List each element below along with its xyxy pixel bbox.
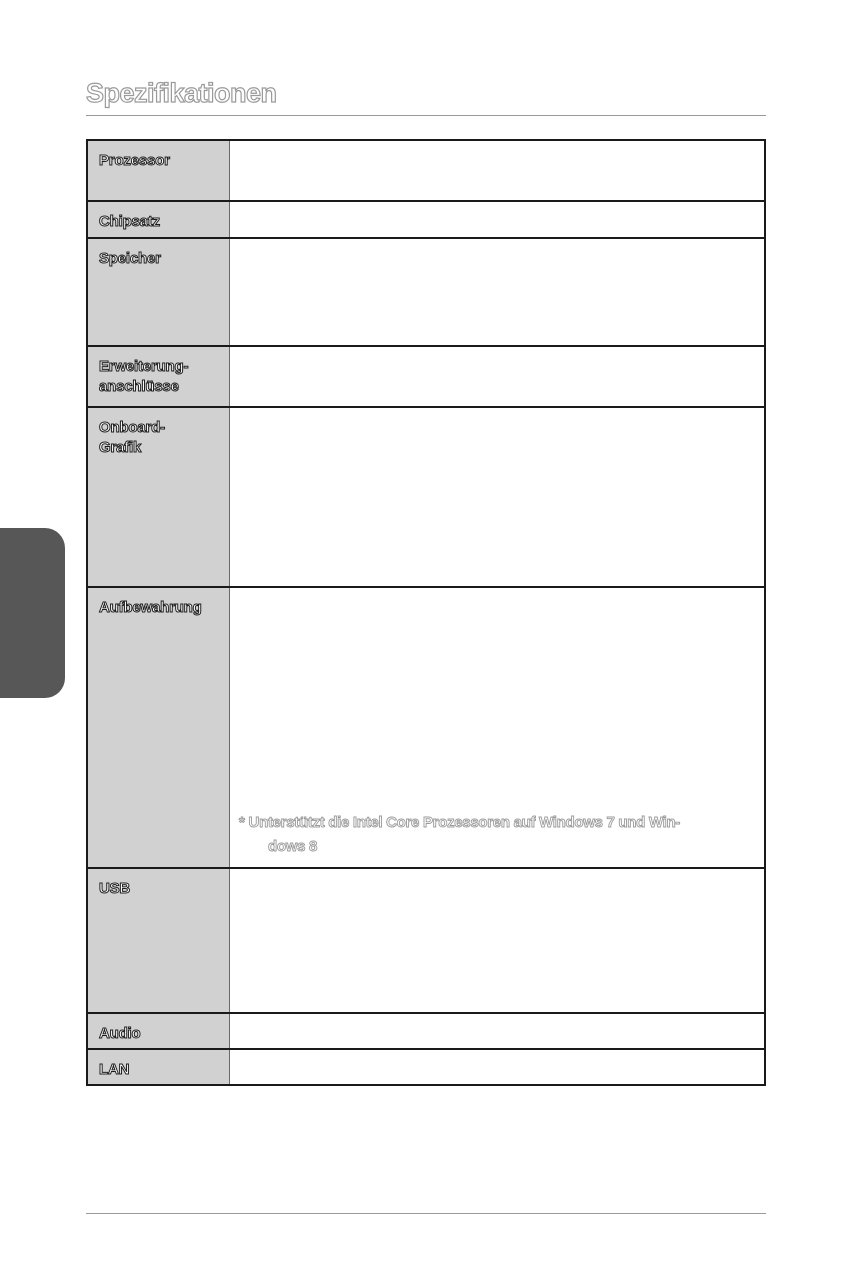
row-label-graphics: Onboard- Grafik: [99, 419, 165, 456]
table-row: [87, 407, 765, 587]
row-label-audio: Audio: [99, 1025, 141, 1042]
chapter-side-tab: [0, 528, 65, 698]
table-row: [87, 1049, 765, 1085]
row-value-cell: [230, 346, 766, 407]
page-title: Spezifikationen: [86, 78, 277, 108]
footnote-marker: *: [239, 814, 245, 831]
table-row: [87, 1013, 765, 1049]
row-value-cell: [230, 407, 766, 587]
row-value-cell: [230, 201, 766, 238]
row-label-cell: [87, 1049, 230, 1085]
row-label-cell: [87, 587, 230, 868]
row-label-cell: [87, 346, 230, 407]
row-value-cell: [230, 140, 766, 201]
row-label-chipset: Chipsatz: [99, 213, 160, 230]
table-row: [87, 140, 765, 201]
table-row: [87, 346, 765, 407]
row-label-processor: Prozessor: [99, 152, 170, 169]
row-label-storage: Aufbewahrung: [99, 599, 202, 616]
footer-divider: [86, 1213, 766, 1214]
row-label-cell: [87, 1013, 230, 1049]
row-label-cell: [87, 238, 230, 346]
spec-table: [86, 139, 766, 1086]
row-value-cell: [230, 1013, 766, 1049]
row-label-memory: Speicher: [99, 250, 161, 267]
row-label-cell: [87, 201, 230, 238]
storage-footnote: [239, 811, 756, 859]
row-label-cell: [87, 868, 230, 1013]
row-value-cell: [230, 238, 766, 346]
table-row: [87, 868, 765, 1013]
table-row: [87, 238, 765, 346]
row-value-cell: [230, 868, 766, 1013]
row-label-cell: [87, 407, 230, 587]
row-value-cell: [230, 587, 766, 868]
table-row: [87, 587, 765, 868]
row-label-usb: USB: [99, 880, 131, 897]
row-label-cell: [87, 140, 230, 201]
row-label-lan: LAN: [99, 1061, 130, 1078]
row-label-expansion: Erweiterung- anschlüsse: [99, 358, 189, 395]
title-divider: [86, 115, 766, 116]
footnote-line-2: dows 8: [268, 838, 318, 855]
row-value-cell: [230, 1049, 766, 1085]
footnote-line-1: Unterstützt die Intel Core Prozessoren auf Windows 7 und Win-: [248, 814, 681, 831]
table-row: [87, 201, 765, 238]
